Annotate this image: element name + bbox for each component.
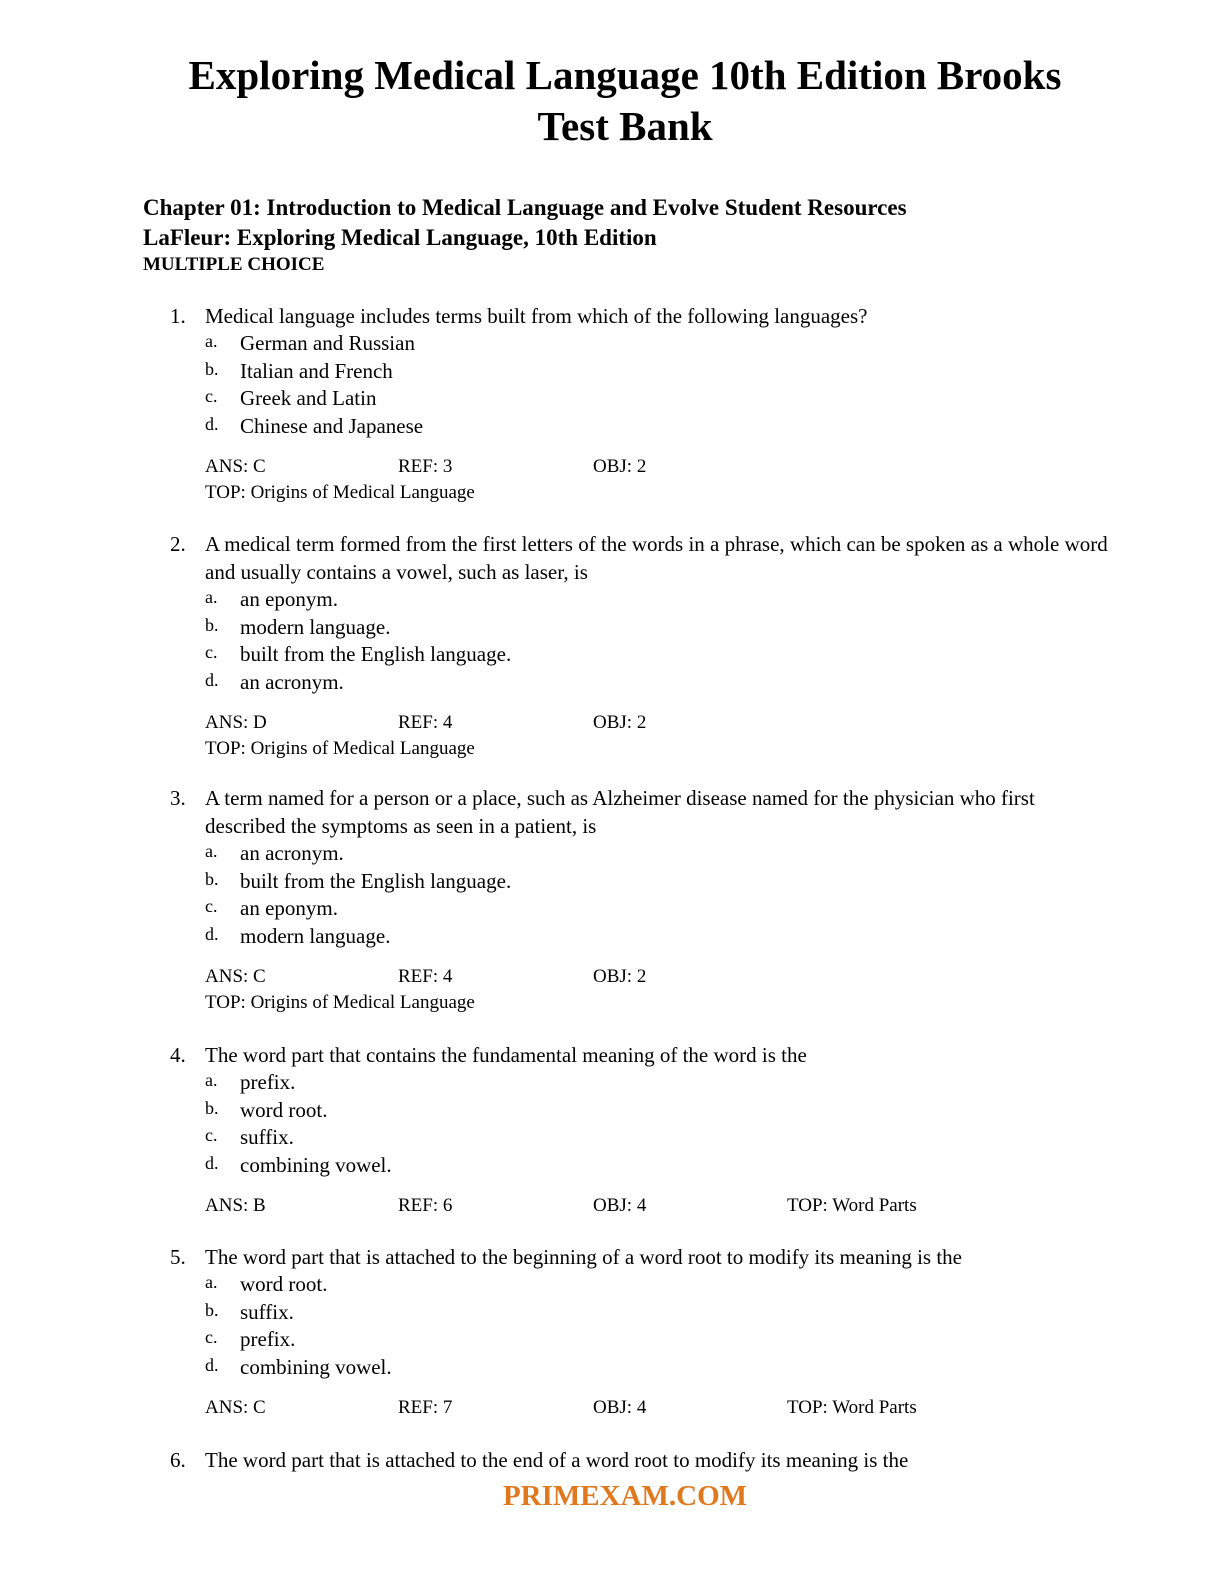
question-1	[170, 302, 1110, 506]
question-stem	[170, 530, 1110, 586]
choice-text: an acronym.	[240, 669, 344, 694]
choice-item	[170, 641, 1110, 669]
choice-letter: c.	[205, 1327, 218, 1347]
choice-item	[170, 1354, 1110, 1382]
topic: TOP: Origins of Medical Language	[205, 738, 475, 759]
question-text: A medical term formed from the first letters of the words in a phrase, which can be spoken as a whole word and usually contains a vowel, such as laser, is	[205, 532, 1108, 584]
answer-meta	[170, 964, 1110, 990]
question-stem	[170, 1446, 1110, 1474]
choice-text: German and Russian	[240, 331, 415, 355]
choice-item	[170, 1152, 1110, 1180]
choice-letter: b.	[205, 868, 219, 889]
answer-key: ANS: C	[205, 456, 266, 477]
choice-text: built from the English language.	[240, 642, 512, 666]
choice-letter: a.	[205, 1272, 218, 1292]
choice-letter: a.	[205, 841, 218, 861]
reference: REF: 6	[398, 1195, 453, 1216]
objective: OBJ: 2	[593, 712, 647, 733]
answer-meta	[170, 1193, 1110, 1219]
choice-text: word root.	[240, 1097, 328, 1122]
choice-text: an acronym.	[240, 841, 344, 865]
choice-item	[170, 385, 1110, 413]
choice-letter: b.	[205, 358, 219, 379]
choice-item	[170, 895, 1110, 923]
choice-text: prefix.	[240, 1070, 296, 1094]
topic: TOP: Word Parts	[787, 1397, 917, 1418]
choice-list	[170, 1271, 1110, 1381]
choice-text: combining vowel.	[240, 1152, 392, 1177]
choice-item	[170, 868, 1110, 896]
topic-meta	[170, 480, 1110, 506]
choice-letter: c.	[205, 1125, 218, 1145]
question-number: 1.	[170, 304, 186, 328]
choice-item	[170, 669, 1110, 697]
chapter-header	[143, 193, 907, 277]
topic: TOP: Origins of Medical Language	[205, 992, 475, 1013]
reference: REF: 7	[398, 1397, 453, 1418]
choice-text: word root.	[240, 1272, 328, 1296]
question-3	[170, 784, 1110, 1016]
reference: REF: 4	[398, 712, 453, 733]
question-text: Medical language includes terms built from which of the following languages?	[205, 304, 868, 328]
choice-text: an eponym.	[240, 896, 338, 920]
topic: TOP: Word Parts	[787, 1195, 917, 1216]
choice-text: prefix.	[240, 1327, 296, 1351]
choice-text: combining vowel.	[240, 1354, 392, 1379]
choice-list	[170, 330, 1110, 440]
question-5	[170, 1243, 1110, 1421]
question-6	[170, 1446, 1110, 1474]
objective: OBJ: 4	[593, 1195, 647, 1216]
section-label: MULTIPLE CHOICE	[143, 254, 325, 275]
choice-letter: c.	[205, 896, 218, 916]
choice-item	[170, 1124, 1110, 1152]
question-number: 3.	[170, 786, 186, 810]
choice-item	[170, 1271, 1110, 1299]
choice-item	[170, 413, 1110, 441]
choice-text: Italian and French	[240, 358, 393, 383]
choice-letter: b.	[205, 1097, 219, 1118]
question-number: 5.	[170, 1245, 186, 1269]
choice-text: modern language.	[240, 614, 391, 639]
topic-meta	[170, 736, 1110, 762]
choice-text: Greek and Latin	[240, 386, 377, 410]
choice-letter: b.	[205, 614, 219, 635]
book-title: LaFleur: Exploring Medical Language, 10th Edition	[143, 225, 657, 250]
question-2	[170, 530, 1110, 762]
choice-text: an eponym.	[240, 587, 338, 611]
choice-letter: c.	[205, 642, 218, 662]
choice-letter: d.	[205, 669, 219, 690]
choice-letter: a.	[205, 1070, 218, 1090]
answer-key: ANS: D	[205, 712, 267, 733]
choice-text: modern language.	[240, 923, 391, 948]
choice-letter: a.	[205, 331, 218, 351]
question-stem	[170, 1243, 1110, 1271]
answer-meta	[170, 454, 1110, 480]
answer-key: ANS: C	[205, 1397, 266, 1418]
objective: OBJ: 2	[593, 456, 647, 477]
choice-list	[170, 1069, 1110, 1179]
choice-item	[170, 1069, 1110, 1097]
choice-letter: a.	[205, 587, 218, 607]
choice-list	[170, 586, 1110, 696]
choice-item	[170, 1299, 1110, 1327]
choice-text: suffix.	[240, 1125, 294, 1149]
footer-brand-link[interactable]: PRIMEXAM.COM	[502, 1480, 748, 1512]
answer-key: ANS: B	[205, 1195, 266, 1216]
choice-text: Chinese and Japanese	[240, 413, 424, 438]
question-number: 2.	[170, 532, 186, 556]
question-stem	[170, 302, 1110, 330]
question-4	[170, 1041, 1110, 1219]
choice-item	[170, 1326, 1110, 1354]
topic-meta	[170, 990, 1110, 1016]
title-line-1: Exploring Medical Language 10th Edition Brooks	[188, 52, 1062, 98]
answer-meta	[170, 710, 1110, 736]
choice-list	[170, 840, 1110, 950]
choice-text: suffix.	[240, 1299, 294, 1324]
question-number: 4.	[170, 1043, 186, 1067]
choice-letter: d.	[205, 1354, 219, 1375]
objective: OBJ: 4	[593, 1397, 647, 1418]
choice-item	[170, 923, 1110, 951]
choice-item	[170, 614, 1110, 642]
choice-item	[170, 1097, 1110, 1125]
choice-letter: d.	[205, 1152, 219, 1173]
answer-meta	[170, 1395, 1110, 1421]
choice-item	[170, 330, 1110, 358]
choice-item	[170, 586, 1110, 614]
question-stem	[170, 784, 1110, 840]
choice-item	[170, 358, 1110, 386]
answer-key: ANS: C	[205, 966, 266, 987]
reference: REF: 4	[398, 966, 453, 987]
choice-letter: d.	[205, 413, 219, 434]
question-number: 6.	[170, 1448, 186, 1472]
question-text: The word part that is attached to the end of a word root to modify its meaning is the	[205, 1448, 909, 1472]
reference: REF: 3	[398, 456, 453, 477]
choice-item	[170, 840, 1110, 868]
choice-letter: b.	[205, 1299, 219, 1320]
choice-text: built from the English language.	[240, 868, 512, 893]
choice-letter: d.	[205, 923, 219, 944]
choice-letter: c.	[205, 386, 218, 406]
question-text: The word part that contains the fundamental meaning of the word is the	[205, 1043, 807, 1067]
chapter-title: Chapter 01: Introduction to Medical Language and Evolve Student Resources	[143, 195, 907, 220]
title-line-2: Test Bank	[537, 103, 713, 149]
objective: OBJ: 2	[593, 966, 647, 987]
question-text: A term named for a person or a place, such as Alzheimer disease named for the physician who first described the symptoms as seen in a patient, is	[205, 786, 1035, 838]
question-text: The word part that is attached to the beginning of a word root to modify its meaning is the	[205, 1245, 962, 1269]
question-stem	[170, 1041, 1110, 1069]
document-title	[0, 50, 1224, 152]
topic: TOP: Origins of Medical Language	[205, 482, 475, 503]
